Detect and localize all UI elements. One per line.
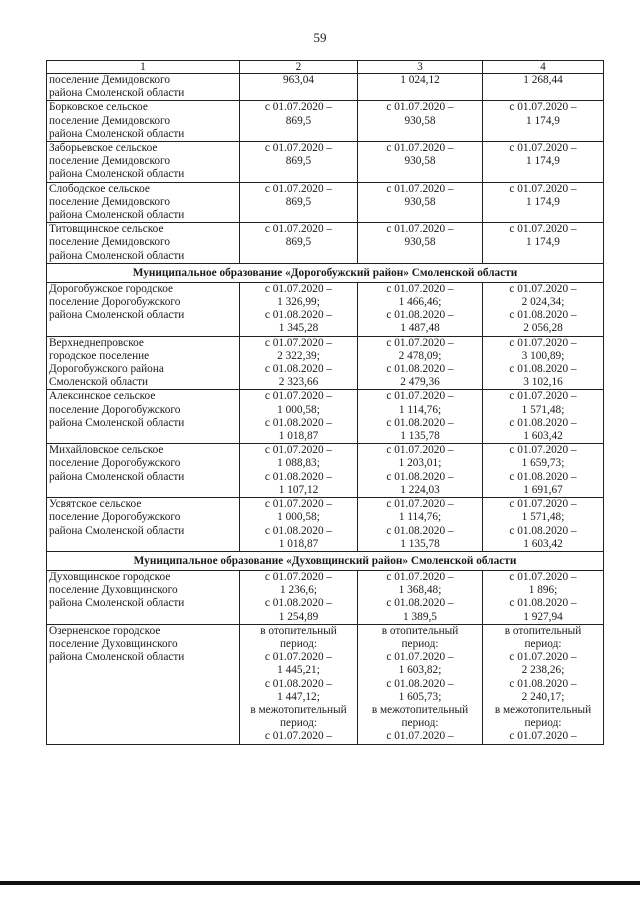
cell-line: с 01.07.2020 – [386,223,454,236]
cell-line: с 01.07.2020 – [386,498,454,511]
tariff-cell-col4 [483,182,604,223]
cell-line: района Смоленской области [49,597,185,610]
settlement-name-cell [47,142,240,183]
tariff-cell-col4 [483,570,604,624]
cell-line: с 01.08.2020 – [509,363,577,376]
cell-line: 2 240,17; [521,690,565,703]
tariff-cell-col3 [358,282,483,336]
settlement-name-cell [47,223,240,264]
tariff-cell-col4 [483,282,604,336]
cell-line: с 01.08.2020 – [509,524,577,537]
cell-line: с 01.08.2020 – [264,524,333,537]
table-row [47,101,604,142]
cell-line: с 01.07.2020 – [509,223,577,236]
cell-line: 1 571,48; [521,511,565,524]
tariff-cell-col4 [483,336,604,390]
cell-line: 1 203,01; [398,457,442,470]
tariff-table [46,60,604,745]
settlement-name-cell [47,101,240,142]
cell-line: 1 018,87 [278,537,319,550]
settlement-name-cell [47,390,240,444]
tariff-cell-col3 [358,498,483,552]
cell-line: с 01.07.2020 – [509,282,577,295]
cell-line: 1 389,5 [403,610,437,623]
table-row [47,282,604,336]
cell-line: с 01.07.2020 – [509,651,577,664]
cell-line: 869,5 [285,236,312,249]
cell-line: 1 605,73; [398,690,442,703]
cell-line: 1 603,42 [523,430,563,443]
tariff-cell-col4 [483,624,604,744]
section-heading-row [47,263,604,282]
cell-line: поселение Дорогобужского [49,457,181,470]
cell-line: 930,58 [404,155,436,168]
cell-line: с 01.07.2020 – [386,730,454,743]
cell-line: с 01.07.2020 – [509,390,577,403]
cell-line: 1 135,78 [400,537,440,550]
cell-line: с 01.07.2020 – [386,101,454,114]
cell-line: период: [401,717,439,730]
tariff-cell-col3 [358,182,483,223]
tariff-cell-col3 [358,101,483,142]
cell-line: период: [401,637,439,650]
settlement-name-cell [47,74,240,101]
tariff-cell-col2 [240,444,358,498]
cell-line: с 01.08.2020 – [264,470,333,483]
cell-line: с 01.07.2020 – [386,651,454,664]
cell-line: Михайловское сельское [49,444,164,457]
cell-line: с 01.08.2020 – [386,597,454,610]
tariff-cell-col3 [358,223,483,264]
cell-line: 3 100,89; [521,349,565,362]
cell-line: с 01.07.2020 – [509,570,577,583]
table-row [47,182,604,223]
cell-line: 869,5 [285,155,312,168]
table-row [47,390,604,444]
cell-line: 2 322,39; [277,349,320,362]
cell-line: с 01.07.2020 – [509,142,577,155]
cell-line: городское поселение [49,349,150,362]
bottom-rule [0,881,640,885]
cell-line: 1 000,58; [277,511,320,524]
tariff-cell-col2 [240,74,358,101]
tariff-cell-col3 [358,624,483,744]
column-header-3: 3 [358,61,483,74]
tariff-cell-col3 [358,570,483,624]
tariff-cell-col2 [240,182,358,223]
cell-line: 1 107,12 [278,483,319,496]
cell-line: в межотопительный [371,703,469,716]
cell-line: поселение Демидовского [49,155,171,168]
settlement-name-cell [47,444,240,498]
cell-line: Озерненское городское [49,624,161,637]
cell-line: с 01.08.2020 – [264,677,333,690]
cell-line: поселение Демидовского [49,74,171,86]
cell-line: района Смоленской области [49,651,185,664]
cell-line: с 01.07.2020 – [509,101,577,114]
tariff-cell-col4 [483,142,604,183]
cell-line: 1 268,44 [523,74,563,86]
cell-line: с 01.07.2020 – [386,390,454,403]
cell-line: района Смоленской области [49,416,185,429]
cell-line: с 01.07.2020 – [264,336,333,349]
cell-line: в отопительный [381,624,459,637]
cell-line: 1 114,76; [398,511,442,524]
tariff-cell-col2 [240,223,358,264]
cell-line: с 01.07.2020 – [509,182,577,195]
cell-line: 1 345,28 [278,322,319,335]
cell-line: Усвятское сельское [49,498,142,511]
cell-line: 2 024,34; [521,296,565,309]
tariff-cell-col4 [483,444,604,498]
cell-line: 1 659,73; [521,457,565,470]
cell-line: Дорогобужское городское [49,282,174,295]
cell-line: с 01.07.2020 – [509,498,577,511]
column-header-2: 2 [240,61,358,74]
cell-line: с 01.07.2020 – [386,570,454,583]
cell-line: с 01.07.2020 – [264,282,333,295]
cell-line: Алексинское сельское [49,390,156,403]
tariff-cell-col3 [358,74,483,101]
cell-line: 2 056,28 [523,322,563,335]
cell-line: с 01.08.2020 – [264,363,333,376]
cell-line: с 01.08.2020 – [509,677,577,690]
cell-line: 1 487,48 [400,322,440,335]
cell-line: района Смоленской области [49,127,185,140]
cell-line: 3 102,16 [523,376,563,389]
cell-line: района Смоленской области [49,87,185,100]
tariff-cell-col3 [358,336,483,390]
cell-line: 1 024,12 [400,74,440,86]
cell-line: 1 174,9 [526,114,560,127]
cell-line: 1 603,82; [398,664,442,677]
cell-line: района Смоленской области [49,524,185,537]
cell-line: поселение Дорогобужского [49,403,181,416]
cell-line: с 01.07.2020 – [264,498,333,511]
tariff-cell-col2 [240,101,358,142]
cell-line: поселение Демидовского [49,236,171,249]
settlement-name-cell [47,498,240,552]
cell-line: с 01.08.2020 – [509,309,577,322]
tariff-cell-col2 [240,336,358,390]
cell-line: Смоленской области [49,376,149,389]
cell-line: 1 368,48; [398,584,442,597]
cell-line: 1 114,76; [398,403,442,416]
cell-line: 1 466,46; [398,296,442,309]
cell-line: поселение Демидовского [49,114,171,127]
cell-line: Слободское сельское [49,182,150,195]
cell-line: 1 174,9 [526,236,560,249]
tariff-cell-col2 [240,282,358,336]
tariff-cell-col2 [240,624,358,744]
cell-line: Верхнеднепровское [49,336,144,349]
cell-line: в межотопительный [494,703,592,716]
cell-line: поселение Духовщинского [49,637,178,650]
cell-line: поселение Духовщинского [49,584,178,597]
cell-line: 1 447,12; [277,690,320,703]
cell-line: 869,5 [285,114,312,127]
cell-line: поселение Дорогобужского [49,296,181,309]
tariff-cell-col4 [483,74,604,101]
cell-line: 1 088,83; [277,457,320,470]
cell-line: с 01.07.2020 – [264,101,333,114]
cell-line: с 01.08.2020 – [386,677,454,690]
cell-line: поселение Демидовского [49,195,171,208]
cell-line: 1 326,99; [277,296,320,309]
cell-line: Дорогобужского района [49,363,164,376]
cell-line: 1 000,58; [277,403,320,416]
cell-line: 1 896; [528,584,558,597]
cell-line: с 01.07.2020 – [509,336,577,349]
table-row [47,336,604,390]
cell-line: с 01.07.2020 – [264,142,333,155]
cell-line: с 01.07.2020 – [386,336,454,349]
cell-line: Духовщинское городское [49,570,171,583]
table-row [47,444,604,498]
cell-line: период: [280,637,317,650]
settlement-name-cell [47,624,240,744]
tariff-cell-col4 [483,101,604,142]
cell-line: 1 603,42 [523,537,563,550]
page-number: 59 [313,30,327,45]
cell-line: 2 323,66 [278,376,319,389]
tariff-cell-col4 [483,390,604,444]
section-heading-row [47,551,604,570]
cell-line: с 01.08.2020 – [509,416,577,429]
tariff-cell-col3 [358,142,483,183]
cell-line: в отопительный [260,624,337,637]
table-row [47,624,604,744]
cell-line: 1 135,78 [400,430,440,443]
column-header-4: 4 [483,61,604,74]
cell-line: 2 238,26; [521,664,565,677]
tariff-cell-col2 [240,570,358,624]
cell-line: 930,58 [404,114,436,127]
cell-line: с 01.08.2020 – [386,524,454,537]
cell-line: с 01.07.2020 – [386,282,454,295]
cell-line: с 01.07.2020 – [509,444,577,457]
cell-line: района Смоленской области [49,209,185,222]
cell-line: поселение Дорогобужского [49,511,181,524]
cell-line: 1 927,94 [523,610,563,623]
cell-line: с 01.08.2020 – [509,470,577,483]
cell-line: с 01.07.2020 – [509,730,577,743]
cell-line: района Смоленской области [49,309,185,322]
table-row [47,223,604,264]
cell-line: период: [524,637,562,650]
cell-line: с 01.07.2020 – [264,223,333,236]
cell-line: 1 571,48; [521,403,565,416]
cell-line: 1 018,87 [278,430,319,443]
tariff-cell-col3 [358,390,483,444]
cell-line: с 01.07.2020 – [264,390,333,403]
table-row [47,74,604,101]
cell-line: 1 691,67 [523,483,563,496]
cell-line: 930,58 [404,195,436,208]
cell-line: в межотопительный [250,703,347,716]
cell-line: с 01.07.2020 – [386,142,454,155]
cell-line: с 01.08.2020 – [509,597,577,610]
cell-line: 869,5 [285,195,312,208]
cell-line: 1 224,03 [400,483,440,496]
cell-line: с 01.07.2020 – [386,444,454,457]
cell-line: в отопительный [504,624,582,637]
cell-line: 1 254,89 [278,610,319,623]
settlement-name-cell [47,570,240,624]
cell-line: 1 174,9 [526,195,560,208]
cell-line: с 01.07.2020 – [264,570,333,583]
cell-line: с 01.07.2020 – [264,444,333,457]
tariff-cell-col4 [483,223,604,264]
section-title: Муниципальное образование «Дорогобужский район» Смоленской области [47,263,604,282]
cell-line: Заборьевское сельское [49,142,158,155]
tariff-cell-col3 [358,444,483,498]
tariff-cell-col2 [240,498,358,552]
cell-line: 2 479,36 [400,376,440,389]
cell-line: района Смоленской области [49,249,185,262]
column-header-1: 1 [47,61,240,74]
table-row [47,498,604,552]
cell-line: с 01.08.2020 – [264,416,333,429]
cell-line: с 01.07.2020 – [264,730,333,743]
cell-line: 1 174,9 [526,155,560,168]
cell-line: 963,04 [282,74,315,86]
table-body [47,74,604,745]
tariff-cell-col2 [240,142,358,183]
cell-line: с 01.08.2020 – [386,363,454,376]
cell-line: с 01.08.2020 – [386,309,454,322]
tariff-cell-col2 [240,390,358,444]
settlement-name-cell [47,336,240,390]
cell-line: 1 445,21; [277,664,320,677]
settlement-name-cell [47,282,240,336]
cell-line: период: [280,717,317,730]
cell-line: с 01.07.2020 – [386,182,454,195]
table-header-row [47,61,604,74]
table-row [47,142,604,183]
table-row [47,570,604,624]
cell-line: 1 236,6; [279,584,318,597]
cell-line: Борковское сельское [49,101,148,114]
section-title: Муниципальное образование «Духовщинский район» Смоленской области [47,551,604,570]
cell-line: района Смоленской области [49,470,185,483]
cell-line: 930,58 [404,236,436,249]
cell-line: с 01.08.2020 – [386,416,454,429]
tariff-cell-col4 [483,498,604,552]
cell-line: Титовщинское сельское [49,223,164,236]
settlement-name-cell [47,182,240,223]
cell-line: с 01.07.2020 – [264,182,333,195]
cell-line: период: [524,717,562,730]
cell-line: с 01.07.2020 – [264,651,333,664]
cell-line: с 01.08.2020 – [264,597,333,610]
cell-line: 2 478,09; [398,349,442,362]
cell-line: с 01.08.2020 – [386,470,454,483]
cell-line: района Смоленской области [49,168,185,181]
cell-line: с 01.08.2020 – [264,309,333,322]
